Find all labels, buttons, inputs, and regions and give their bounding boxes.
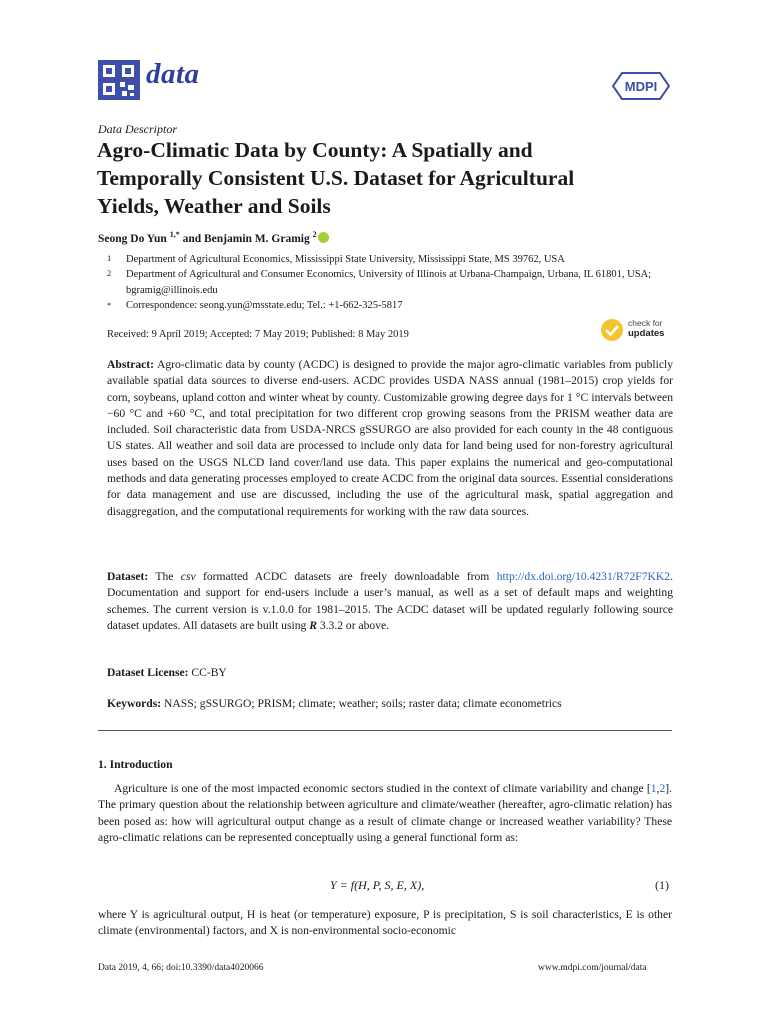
author-affiliation-mark: 1,* xyxy=(169,230,180,239)
check-updates-button[interactable] xyxy=(628,318,664,339)
affiliation-number: 2 xyxy=(107,268,112,278)
affiliation-text: Department of Agricultural Economics, Mississippi State University, Mississippi State, MS 39762, USA xyxy=(126,254,565,265)
keywords-value: NASS; gSSURGO; PRISM; climate; weather; soils; raster data; climate econometrics xyxy=(164,697,562,710)
abstract-label: Abstract: xyxy=(107,358,155,371)
dataset-link[interactable]: http://dx.doi.org/10.4231/R72F7KK2 xyxy=(496,570,671,583)
footer-citation: Data 2019, 4, 66; doi:10.3390/data4020066 xyxy=(98,963,264,973)
author-separator: and xyxy=(179,232,204,245)
citation-link[interactable]: 1 xyxy=(650,782,657,795)
license-label: Dataset License: xyxy=(107,666,189,679)
svg-text:MDPI: MDPI xyxy=(624,79,658,94)
dataset-text: formatted ACDC datasets are freely downloadable from xyxy=(195,570,497,583)
check-updates-line1: check for xyxy=(628,318,663,328)
check-updates-icon[interactable] xyxy=(600,318,626,347)
author-list xyxy=(98,230,329,245)
keywords-label: Keywords: xyxy=(107,697,162,710)
dataset-text: . Documentation and support for end-users include a user’s manual, as well as a set of default maps and weighting schemes. The current version is v.1.0.0 for 1981–2015. The ACDC dataset will be updated regularly following source dataset updates. All datasets are built using xyxy=(107,570,673,632)
publication-dates: Received: 9 April 2019; Accepted: 7 May 2019; Published: 8 May 2019 xyxy=(107,329,409,340)
journal-logo-icon xyxy=(98,60,140,100)
dataset-license xyxy=(107,665,673,681)
dataset-text: The xyxy=(155,570,181,583)
equation: Y = f(H, P, S, E, X), xyxy=(330,878,425,892)
footer-journal-url[interactable]: www.mdpi.com/journal/data xyxy=(538,963,647,973)
citation-link[interactable]: 2 xyxy=(659,782,666,795)
citation-separator: , xyxy=(656,782,660,795)
section-heading: 1. Introduction xyxy=(98,758,173,771)
intro-paragraph xyxy=(98,781,672,846)
dataset-label: Dataset: xyxy=(107,570,149,583)
keywords xyxy=(107,696,673,712)
divider xyxy=(98,730,672,731)
author-name[interactable]: Seong Do Yun xyxy=(98,232,167,245)
paragraph-text: ]. The primary question about the relationship between agriculture and climate/weather (hereafter, agro-climatic relation) has been posed as: how will agricultural output change as a result of climate change or increased weather variability? These agro-climatic relations can be represented conceptually using a general functional form as: xyxy=(98,782,672,844)
license-value: CC-BY xyxy=(191,666,227,679)
paragraph-text: Agriculture is one of the most impacted economic sectors studied in the context of climate variability and change [ xyxy=(114,782,651,795)
journal-name: data xyxy=(146,58,200,90)
abstract xyxy=(107,357,673,520)
affiliation-number: * xyxy=(107,300,112,310)
intro-paragraph-continued: where Y is agricultural output, H is heat (or temperature) exposure, P is precipitation, S is soil characteristics, E is other climate (environmental) factors, and X is non-environmental socio-economic xyxy=(98,908,672,938)
r-software: R xyxy=(309,618,317,632)
mdpi-logo-icon xyxy=(612,72,670,105)
dataset-text: 3.3.2 or above. xyxy=(316,618,390,632)
dataset-statement xyxy=(107,569,673,634)
author-affiliation-mark: 2 xyxy=(312,230,317,239)
abstract-text: Agro-climatic data by county (ACDC) is designed to provide the major agro-climatic variables from publicly available spatial data sources to diverse end-users. ACDC provides USDA NASS annual (1981–2015) crop yields for corn, soybeans, upland cotton and winter wheat by county. Customizable growing degree days for 1 °C intervals between −60 °C and +60 °C, and total precipitation for two different crop growing seasons from the PRISM weather data are included. Soil characteristic data from USDA-NRCS gSSURGO are also provided for each county in the 48 contiguous US states. All weather and soil data are processed to include only data for land being used for non-forestry agricultural uses based on the USGS NLCD land cover/land use data. This paper explains the numerical and geo-computational methods and data generating processes employed to create ACDC from the original data sources. Essential considerations for data management and use are discussed, including the use of the agricultural mask, spatial aggregation and disaggregation, and the computational requirements for working with the raw data sources. xyxy=(107,358,674,518)
check-updates-line2: updates xyxy=(628,328,665,339)
equation-number: (1) xyxy=(655,878,669,892)
orcid-icon[interactable] xyxy=(318,232,329,243)
article-type: Data Descriptor xyxy=(98,122,177,136)
affiliation-number: 1 xyxy=(107,253,112,263)
correspondence: Correspondence: seong.yun@msstate.edu; Tel.: +1-662-325-5817 xyxy=(126,300,403,311)
author-name[interactable]: Benjamin M. Gramig xyxy=(204,232,310,245)
article-title: Agro-Climatic Data by County: A Spatially and Temporally Consistent U.S. Dataset for Agricultural Yields, Weather and Soils xyxy=(97,138,575,218)
affiliation-text: Department of Agricultural and Consumer Economics, University of Illinois at Urbana-Champaign, Urbana, IL 61801, USA; bgramig@illinois.edu xyxy=(126,269,652,296)
dataset-format: csv xyxy=(180,570,196,583)
